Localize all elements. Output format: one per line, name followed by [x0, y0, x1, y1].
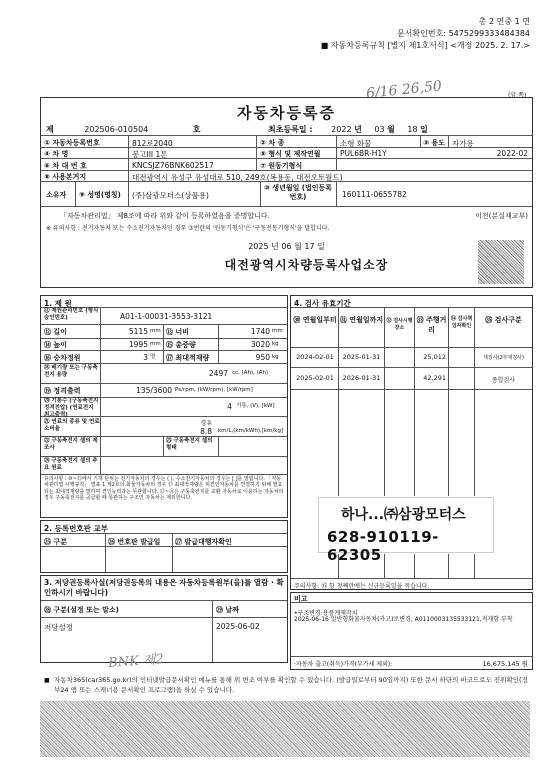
insp-head-signer: ㉞ 검사책임자확인 — [450, 316, 473, 329]
fuel-value: 경유 — [200, 420, 212, 427]
mortgage-date-value: 2025-06-02 — [216, 622, 260, 631]
insp-head-from: ㉚ 연월일부터 — [293, 316, 337, 324]
height-value: 1995 — [128, 340, 148, 349]
info-bullet-icon: ■ — [44, 677, 50, 684]
power-label: ⑲ 정격출력 — [44, 387, 81, 395]
height-label: ⑭ 높이 — [44, 341, 67, 349]
insp-row1-from: 2024-02-01 — [296, 353, 334, 361]
insp-head-place: ㉜ 검사시행장소 — [386, 318, 413, 331]
motor-label: ⑦ 원동기형식 — [260, 162, 303, 170]
use-label: ③ 용도 — [423, 139, 445, 147]
first-reg-label: 최초등록일 : — [268, 125, 313, 134]
length-label: ⑫ 길이 — [44, 328, 67, 336]
cyl-unit: 기통, (V), [kW] — [236, 403, 275, 409]
length-unit: mm — [150, 328, 161, 334]
mortgage-type-value: 저당설정 — [44, 623, 73, 632]
footer-text: 자동차365(car365.go.kr)의 인터넷발급문서확인 메뉴를 통해 위 변조 여부를 확인할 수 있습니다. (발급일로부터 90일까지) 또한 문서 하단의 바코드로도 진위확인(정부24 앱 또는 스캐너용 문서확인 프로그램)을 하실 수 있습니다. — [54, 676, 528, 694]
first-reg-day: 18 — [407, 125, 418, 134]
base-value: 대전광역시 유성구 유성대로 510, 249호(복용동, 대전오토월드) — [132, 173, 343, 182]
document-title: 자동차등록증 — [237, 104, 336, 122]
specs-section-title: 1. 제 원 — [44, 299, 72, 308]
plate-label: ① 자동차등록번호 — [44, 139, 100, 147]
issue-date: 2025 년 06 월 17 일 — [248, 242, 325, 251]
weight-label: ⑮ 총중량 — [166, 341, 196, 349]
disp-unit: cc, (Ah), (Ah) — [232, 370, 269, 376]
rule-reference: ■ 자동차등록규칙 [별지 제1호서식] <개정 2025. 2. 17.> — [320, 41, 530, 50]
remarks-label: 비고 — [294, 595, 308, 603]
certify-text: 「자동차관리법」 제8조에 따라 위와 같이 등록하였음을 증명합니다. — [60, 212, 270, 220]
remarks-line1: •구조변경:용품계제작치 — [294, 610, 358, 617]
reg-no-value: 202506-010504 — [84, 125, 149, 134]
battery-material-label: ㉔ 구동축전지 셀의 주요 원료 — [44, 458, 98, 471]
handwriting-top: 6/16 26,50 — [365, 78, 443, 102]
car-name-value: 봉고III 1톤 — [132, 150, 168, 159]
plate-issue-section-title: 2. 등록번호판 교부 — [44, 524, 109, 533]
month-unit: 월 — [387, 125, 395, 134]
width-unit: mm — [272, 328, 283, 334]
account-sticker — [318, 497, 494, 564]
certify-note: ※ 유의사항 : 전기자동차 또는 수소전기자동차인 경우 ⑦번란의 '원동기형식'은 '구동전동기형식'을 말합니다. — [46, 225, 330, 232]
owner-birth-label: ⑩ 생년월일 (법인등록번호) — [263, 184, 333, 202]
kind-label: ② 차 종 — [260, 139, 285, 147]
first-reg-month: 03 — [374, 125, 385, 134]
reg-number-row — [46, 124, 201, 135]
efficiency-unit: km/L,(km/kWh),[km/kg] — [218, 428, 284, 434]
insp-row2-type: 종합검사 — [491, 377, 516, 384]
cyl-label: ⑳ 기통수 (구동축전지정격전압) (연료전지 최고출력) — [44, 398, 99, 418]
plate-issue-col-agent: ㉗ 발급대행자확인 — [175, 538, 232, 546]
base-label: ⑧ 사용본거지 — [44, 173, 87, 181]
day-unit: 일 — [420, 125, 428, 134]
sticker-account-number: 628-910119-62305 — [327, 528, 439, 564]
load-label: ⑰ 최대적재량 — [166, 354, 210, 362]
battery-type-label: ㉓ 구동축전지 셀의 형태 — [166, 438, 213, 451]
doc-no-label: 문서확인번호: — [396, 29, 447, 38]
length-value: 5115 — [128, 327, 148, 336]
cyl-value: 4 — [227, 402, 232, 411]
owner-birth-value: 160111-0655782 — [342, 190, 407, 199]
car-name-label: ④ 차 명 — [44, 150, 69, 158]
official-seal-barcode — [478, 240, 524, 284]
owner-section-label: 소유자 — [46, 191, 67, 199]
owner-name-label: ⑨ 성명(명칭) — [79, 191, 121, 199]
plate-issue-col-date: ㉖ 번호판 발급일 — [108, 538, 161, 546]
first-reg-year: 2022 — [331, 125, 352, 134]
model-value: PUL6BR-H1Y — [340, 149, 387, 158]
mortgage-col-type: ㉘ 구분(설정 또는 말소) — [44, 606, 119, 614]
insp-row1-type: 재검사(2부재검사) — [483, 355, 524, 361]
plate-value: 812로2040 — [132, 139, 173, 148]
insp-row1-to: 2025-01-31 — [342, 353, 381, 361]
width-value: 1740 — [250, 327, 270, 336]
insp-row2-to: 2026-01-31 — [342, 374, 381, 382]
weight-unit: kg — [272, 341, 279, 347]
insp-head-type: ㉟ 검사구분 — [485, 316, 522, 324]
first-reg-date — [268, 124, 428, 135]
fuel-label: ㉑ 연료의 종류 및 연료소비율 — [44, 419, 100, 432]
load-value: 950 — [255, 353, 270, 362]
battery-maker-label: ㉒ 구동축전지 셀의 제조사 — [44, 438, 98, 451]
export-price-label: ·자동차 출고(취득)가격(부가세 제외): — [294, 661, 393, 668]
reg-no-label: 제 — [46, 125, 54, 134]
model-date: 2022-02 — [496, 149, 528, 158]
owner-name-value: (주)삼광모터스(상품용) — [132, 191, 209, 200]
insp-row2-km: 42,291 — [423, 374, 446, 382]
remarks-line2: 2025-06-16 일반형화물자동차(카고)로변경, A0110003135533121,적재함 부착 — [294, 616, 513, 623]
disp-label: ⑱ 배기량 또는 구동축전지 용량 — [44, 365, 98, 378]
use-value: 자가용 — [452, 139, 474, 148]
insp-row2-from: 2025-02-01 — [296, 374, 334, 382]
load-unit: kg — [272, 354, 279, 360]
inspection-section-title: 4. 검사 유효기간 — [294, 299, 351, 308]
reg-ho: 호 — [192, 125, 201, 134]
power-value: 135/3600 — [136, 386, 172, 395]
export-price-value: 16,675,145 원 — [482, 660, 528, 668]
handwriting-bottom: BNK 제2 — [107, 652, 165, 671]
mortgage-col-date: ㉙ 날짜 — [216, 606, 239, 614]
footer-notice — [44, 676, 534, 696]
model-label: ⑤ 형식 및 제작연월 — [260, 150, 321, 158]
seats-label: ⑯ 승차정원 — [44, 354, 81, 362]
front-side-label: (앞 쪽) — [508, 92, 527, 99]
vin-value: KNCSJZ76BNK602517 — [132, 161, 214, 170]
year-unit: 년 — [354, 125, 362, 134]
doc-no-value: 5475299333484384 — [448, 29, 530, 38]
inspection-caution: 주의사항: ㉟ 항 첫째란에는 신규등록일을 적습니다. — [294, 583, 430, 590]
issue-type: 이전(분실재교부) — [475, 212, 528, 220]
mgmt-no-value: A01-1-00031-3553-3121 — [120, 312, 213, 321]
doc-confirm-number — [250, 28, 530, 39]
insp-head-to: ㉛ 연월일까지 — [339, 316, 384, 324]
mortgage-section-title: 3. 저당권등록사실(저당권등록의 내용은 자동차등록원부(을)를 열람 · 확인하시기 바랍니다) — [44, 578, 284, 598]
sticker-bank-name: 하나...㈜삼광모터스 — [341, 507, 466, 523]
insp-head-km: ㉝ 주행거리 — [416, 316, 447, 334]
height-unit: mm — [150, 341, 161, 347]
vin-label: ⑥ 차 대 번 호 — [44, 162, 87, 170]
plate-issue-col-type: ㉕ 구분 — [44, 538, 67, 546]
width-label: ⑬ 너비 — [166, 328, 189, 336]
mgmt-no-label: ⑪ 제원관리번호 (형식승인번호) — [44, 308, 99, 321]
issuing-authority: 대전광역시차량등록사업소장 — [224, 258, 389, 272]
kind-value: 소형 화물 — [340, 139, 372, 148]
insp-row1-km: 25,012 — [423, 353, 446, 361]
weight-value: 3020 — [250, 340, 270, 349]
seats-unit: 명 — [150, 354, 156, 360]
disp-value: 2497 — [208, 369, 228, 378]
seats-value: 3 — [143, 353, 148, 362]
specs-notes: 유의사항 : ⑩~⑮에서 기재 단위는 전기자동차의 경우는 ( ), 수소전기자동차의 경우는 [ ]를 말합니다. 「자동차관리법 시행규칙」 별표 1 제2호의 화물자동차의 경우 ⑰ 최대적재량은 피견인자동차를 연결하기 위해 필요되는 최대적재량을 말하며 견인능력과는 무관합니다. ㉒~㉔은 구동축전지를 교환 자동차로 이용하는 자동차의 경우 구동축전지를 공급할 때 통관하는 구조인 자동차는 제외한니다. — [44, 476, 284, 501]
efficiency-value: 8.8 — [200, 427, 212, 436]
power-unit: Ps/rpm, (kW/rpm), [kW/rpm] — [175, 387, 253, 393]
verification-barcode — [40, 701, 530, 757]
total-pages: 총 2 면중 1 면 — [478, 17, 530, 26]
